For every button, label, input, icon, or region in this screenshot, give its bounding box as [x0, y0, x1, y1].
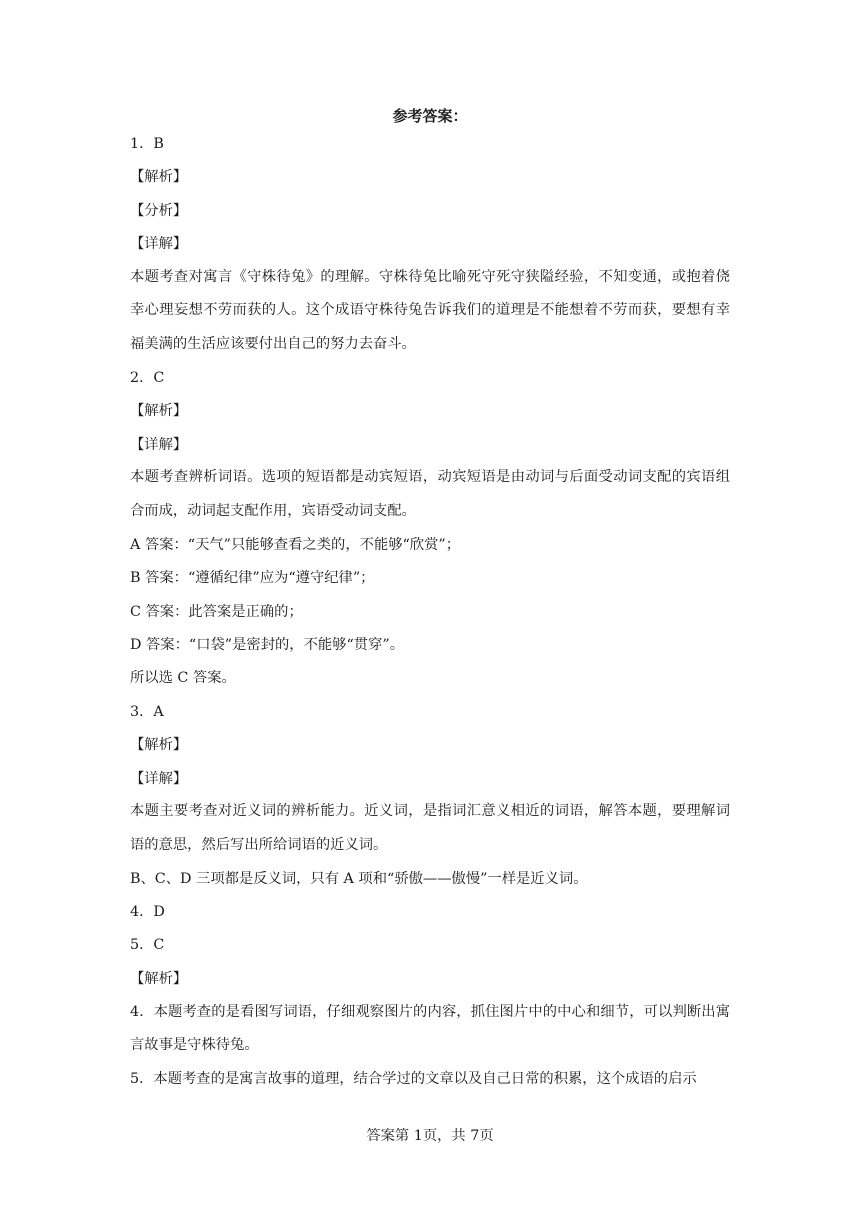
explanation-line: 5．本题考查的是寓言故事的道理，结合学过的文章以及自己日常的积累，这个成语的启示 [130, 1071, 697, 1088]
section-label: 【详解】 [130, 436, 188, 453]
section-label: 【解析】 [130, 970, 188, 987]
explanation-paragraph: 本题主要考查对近义词的辨析能力。近义词，是指词汇意义相近的词语，解答本题，要理解词语的意思，然后写出所给词语的近义词。 [130, 803, 730, 853]
page-title: 参考答案： [392, 107, 468, 125]
explanation-paragraph: 本题考查对寓言《守株待兔》的理解。守株待兔比喻死守死守狭隘经验，不知变通，或抱着侥幸心理妄想不劳而获的人。这个成语守株待兔告诉我们的道理是不能想着不劳而获，要想有幸福美满的生活应该要付出自己的努力去奋斗。 [130, 268, 730, 352]
option-explanation: C 答案：此答案是正确的； [130, 603, 303, 620]
answer-content [130, 134, 730, 1102]
answer-line: 5．C [130, 937, 165, 954]
option-explanation: D 答案：“口袋”是密封的，不能够“贯穿”。 [130, 636, 404, 653]
explanation-paragraph: 本题考查辨析词语。选项的短语都是动宾短语，动宾短语是由动词与后面受动词支配的宾语组合而成，动词起支配作用，宾语受动词支配。 [130, 469, 730, 519]
section-label: 【解析】 [130, 737, 188, 754]
section-label: 【详解】 [130, 770, 188, 787]
answer-line: 1．B [130, 136, 164, 152]
answer-line: 4．D [130, 904, 165, 921]
conclusion-line: 所以选 C 答案。 [130, 670, 236, 687]
page-footer: 答案第 1页，共 7页 [366, 1128, 494, 1144]
answer-line: 2．C [130, 369, 165, 386]
section-label: 【解析】 [130, 403, 188, 420]
section-label: 【分析】 [130, 202, 188, 219]
answer-line: 3．A [130, 703, 164, 720]
option-explanation: B 答案：“遵循纪律”应为“遵守纪律”； [130, 570, 375, 587]
section-label: 【详解】 [130, 236, 188, 253]
explanation-paragraph: 4．本题考查的是看图写词语，仔细观察图片的内容，抓住图片中的中心和细节，可以判断出寓言故事是守株待兔。 [130, 1003, 730, 1053]
section-label: 【解析】 [130, 169, 188, 186]
explanation-line: B、C、D 三项都是反义词，只有 A 项和“骄傲——傲慢”一样是近义词。 [130, 870, 588, 887]
option-explanation: A 答案：“天气”只能够查看之类的，不能够“欣赏”； [130, 536, 461, 553]
